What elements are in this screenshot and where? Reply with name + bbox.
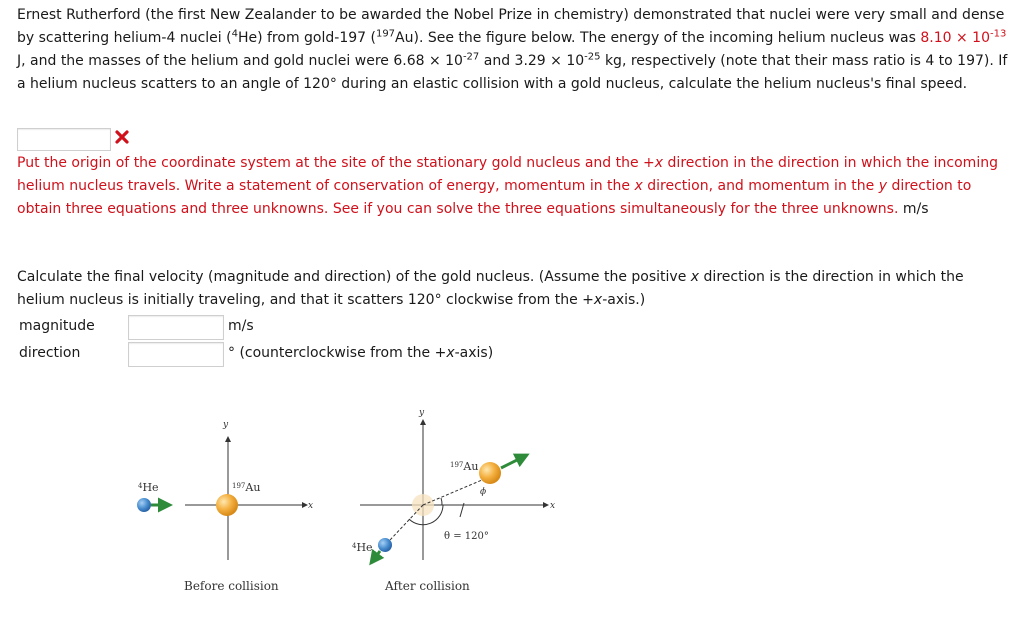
question-text: Ernest Rutherford (the first New Zealander to be awarded the Nobel Prize in chemistry) demonstrated that nuclei were very small and dense by scattering helium-4 nuclei ($^4$He) from gold-197 ($^{197}$Au). See the figure below. The energy of the incoming helium nucleus was $8.10 \times 10^{-13}$ J, and the masses of the helium and gold nuclei were $6.68 \times 10^{-27}$ and $3.29 \times 10^{-25}$ kg, respectively (note that their mass ratio is 4 to 197). If a helium nucleus scatters to an angle of 120° during an elastic collision with a gold nucleus, calculate the helium nucleus's final speed. — [17, 7, 1008, 92]
magnitude-input[interactable] — [128, 315, 224, 340]
direction-unit: ° (counterclockwise from the +x-axis) — [228, 345, 494, 361]
before-caption: Before collision — [184, 579, 279, 593]
gold-label-before: $^{197}$Au — [232, 481, 261, 494]
helium-trajectory — [390, 505, 423, 540]
before-x-label: x — [308, 501, 314, 511]
before-collision-diagram — [137, 420, 313, 593]
helium-label-before: $^4$He — [138, 481, 159, 494]
before-y-label: y — [223, 420, 229, 430]
after-collision-diagram — [352, 408, 555, 593]
after-caption: After collision — [385, 579, 470, 593]
energy-value: $8.10 \times 10^{-13}$ — [920, 28, 1007, 46]
question2-text: Calculate the final velocity (magnitude and direction) of the gold nucleus. (Assume the positive x direction is the direction in which the helium nucleus is initially traveling, and that it scatters 120° clockwise from the +x-axis.) — [17, 269, 964, 308]
collision-figure — [0, 395, 620, 610]
gold-label-after: $^{197}$Au — [450, 460, 479, 473]
incorrect-icon — [114, 129, 130, 145]
gold-nucleus-before — [216, 494, 238, 516]
direction-input[interactable] — [128, 342, 224, 367]
phi-arc — [441, 498, 442, 505]
direction-label: direction — [19, 345, 81, 361]
magnitude-label: magnitude — [19, 318, 95, 334]
helium-nucleus-before — [137, 498, 151, 512]
helium-nucleus-after — [378, 538, 392, 552]
theta-label: θ = 120° — [444, 531, 489, 542]
hint-text: Put the origin of the coordinate system at the site of the stationary gold nucleus and the +x direction in the direction in which the incoming helium nucleus travels. Write a statement of conservation of energy, momentum in the x direction, and momentum in the y direction to obtain three equations and three unknowns. See if you can solve the three equations simultaneously for the three unknowns. m/s — [17, 155, 998, 217]
gold-nucleus-after — [479, 462, 501, 484]
phi-label: ϕ — [480, 487, 487, 497]
after-y-label: y — [419, 408, 425, 418]
after-x-label: x — [550, 501, 556, 511]
helium-label-after: $^4$He — [352, 541, 373, 554]
gold-velocity-arrow — [501, 455, 527, 468]
final-speed-input[interactable] — [17, 128, 111, 151]
magnitude-unit: m/s — [228, 318, 254, 334]
